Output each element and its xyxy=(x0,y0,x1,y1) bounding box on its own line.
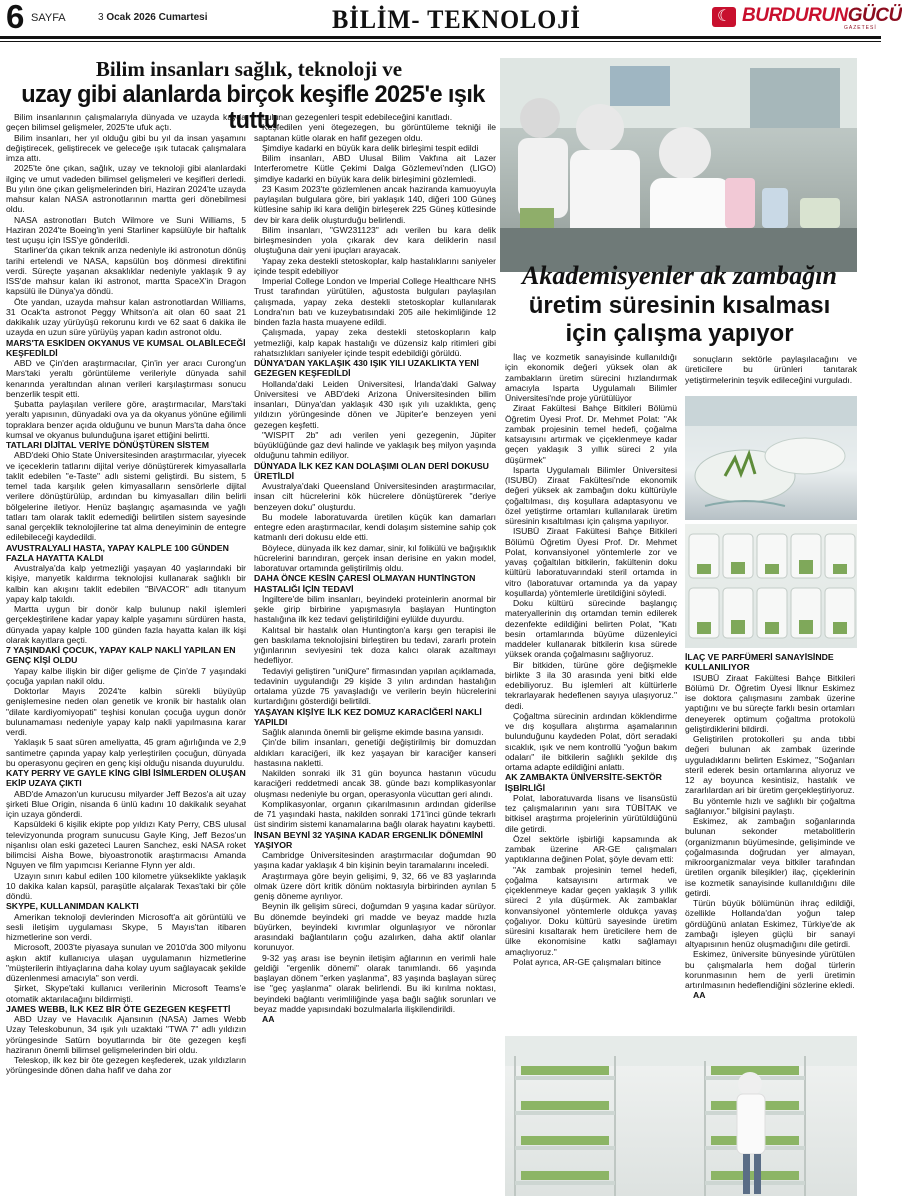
subheading: TATLARI DİJİTAL VERİYE DÖNÜŞTÜREN SİSTEM xyxy=(6,440,210,450)
lab-researchers-photo xyxy=(500,58,857,272)
date-month: Ocak xyxy=(106,12,131,23)
paragraph: Yapay kalbe ilişkin bir diğer gelişme de Çin'de 7 yaşındaki çocuğa yapılan nakil oldu. xyxy=(6,665,246,686)
paragraph: Kapsüldeki 6 kişilik ekipte pop yıldızı Katy Perry, CBS ulusal televizyonunda program sunucusu Gayle King, Jeff Bezos'un nişanlısı olan eski gazeteci Lauren Sanchez, eski NASA roket bilimcisi Aisha Bowe, biyoastronotik araştırmacısı Amanda Nguyen ve film yapımcısı Kerianne Flynn yer aldı. xyxy=(6,819,246,871)
logo-name: BURDURUNGÜCÜ xyxy=(742,5,902,26)
paragraph: Geliştirilen protokolleri şu anda tıbbi değeri bulunan ak zambak üzerinde uyguladıklarını belirten Eskimez, "Soğanları steril ederek besin ortamlarına alıyoruz ve 12 ay boyunca kesintisiz, hastalık ve zararlılardan ari bir üretim gerçekleştiriyoruz. xyxy=(685,734,855,796)
paragraph: Martta uygun bir donör kalp bulunup nakil işlemleri gerçekleştirilene kadar yapay kalple yaşamını sürdüren hasta, dünyada yapay kalple 100 günden fazla hayatta kalan ilk kişi olarak kayıtlara geçti. xyxy=(6,604,246,645)
paragraph: Starliner'da çıkan teknik arıza nedeniyle iki astronotun dönüş tarihi ertelendi ve NASA, kapsülün boş dönmesi direktifini verdi. Süreçte yaşanan aksaklıklar nedeniyle yaklaşık 9 ay ISS'de mahsur kalan iki astronot, martta SpaceX'in Dragon kapsülü ile Dünya'ya döndü. xyxy=(6,245,246,297)
paragraph: Beynin ilk gelişim süreci, doğumdan 9 yaşına kadar sürüyor. Bu dönemde beyindeki gri madde ve beyaz madde hızla büyürken, beyindeki kıvrımlar olgunlaşıyor ve nöronlar arasındaki bağlantıların çoğu azalırken, daha aktif olanlar korunuyor. xyxy=(254,901,496,953)
article2-column-2 xyxy=(685,652,855,1036)
paragraph: Şirket, Skype'taki kullanıcı verilerinin Microsoft Teams'e otomatik aktarılacağını bildirmişti. xyxy=(6,983,246,1004)
subheading: JAMES WEBB, İLK KEZ BİR ÖTE GEZEGEN KEŞFETTİ xyxy=(6,1003,231,1014)
paragraph: Bir bitkiden, türüne göre değişmekle birlikte 3 ila 30 arasında yeni bitki elde edebiliyoruz. Bu işlemleri alt kültürlerle tekrarlayarak hedeflenen sayıya ulaşıyoruz." dedi. xyxy=(505,659,677,711)
paragraph: Bilim insanları, "GW231123" adı verilen bu kara delik birleşmesinden yola çıkarak dev kara deliklerin nasıl oluştuğuna dair yeni ipuçları arayacak. xyxy=(254,224,496,256)
subheading: İNSAN BEYNİ 32 YAŞINA KADAR ERGENLİK DÖNEMİNİ YAŞIYOR xyxy=(254,829,483,850)
paragraph: Bu yöntemle hızlı ve sağlıklı bir çoğaltma sağlanıyor." bilgisini paylaştı. xyxy=(685,795,855,816)
paragraph: sonuçların sektörle paylaşılacağını ve üreticilere bu ürünleri tanıtarak yetiştirmelerinin teşvik edileceğini vurguladı. xyxy=(685,354,857,385)
flag-icon xyxy=(712,7,736,27)
paragraph: Teleskop, ilk kez bir öte gezegen keşfederek, uzak yıldızların yörüngesinde dönen daha hafif ve daha zor xyxy=(6,1055,246,1076)
paragraph: ABD'de Amazon'un kurucusu milyarder Jeff Bezos'a ait uzay şirketi Blue Origin, nisanda 6 ünlü kadını 10 dakikalık seyahat için uzaya gönderdi. xyxy=(6,788,246,819)
paragraph: ISUBÜ Ziraat Fakültesi Bahçe Bitkileri Bölümü Dr. Öğretim Üyesi İlknur Eskimez ise doktora çalışmasını zambak üzerine yaptığını ve bu süreçte farklı besin ortamları deneyerek optimum çoğaltma protokolü geliştirdiklerini bildirdi. xyxy=(685,672,855,734)
paragraph: Cambridge Üniversitesinden araştırmacılar doğumdan 90 yaşına kadar yaklaşık 4 bin kişinin beyin taramalarını inceledi. xyxy=(254,850,496,871)
subheading: AK ZAMBAKTA ÜNİVERSİTE-SEKTÖR İŞBİRLİĞİ xyxy=(505,772,662,793)
date-rest: 2026 Cumartesi xyxy=(133,12,208,23)
date-day: 3 xyxy=(98,12,104,23)
paragraph: Öte yandan, uzayda mahsur kalan astronotlardan Williams, 31 Ocak'ta astronot Peggy Whitson'a ait olan 60 saat 21 dakikalık uzay yürüyüşü rekorunu kırdı ve 62 saat 6 dakika ile uzayda en uzun süre yürüyüş yapan kadın astronot oldu. xyxy=(6,296,246,338)
paragraph: ABD'deki Ohio State Üniversitesinden araştırmacılar, yiyecek ve içeceklerin tatlarını dijital veriye dönüştürerek kimyasallarla taklit edebilen "e-Taste" adlı sistemi geliştirdi. Bu sistem, 5 temel tada karşılık gelen kimyasalların sensörlerle dijital verilere dönüştürülüp, ardından bu kimyasalları dilin belirli bölgelerine iletiyor. Henüz başlangıç aşamasında ve yağlı tatları tam olarak taklit edemediği belirtilen sistem sayesinde sanal gerçeklik teknolojilerine tat alma deneyiminin de entegre edilebileceği kaydedildi. xyxy=(6,450,246,543)
paragraph: NASA astronotları Butch Wilmore ve Suni Williams, 5 Haziran 2024'te Boeing'in yeni Starliner kapsülüyle bir haftalık test uçuşu için ISS'ye gönderildi. xyxy=(6,214,246,245)
section-title: BİLİM- TEKNOLOJİ xyxy=(332,5,581,34)
paragraph: Microsoft, 2003'te piyasaya sunulan ve 2010'da 300 milyonu aşkın aktif kullanıcıya ulaşan uygulamanın hizmetlerine "müşterilerin ihtiyaçlarına daha kolay uyum sağlayacak şekilde düzenlenmesi amacıyla" son verdi. xyxy=(6,942,246,983)
paragraph: Kalıtsal bir hastalık olan Huntington'a karşı gen terapisi ile gen baskılama teknolojisini birleştiren bu tedavi, zararlı protein yığınlarının seviyesini tek doza kalıcı olarak azaltmayı hedefliyor. xyxy=(254,624,496,666)
subheading: MARS'TA ESKİDEN OKYANUS VE KUMSAL OLABİLECEĞİ KEŞFEDİLDİ xyxy=(6,337,246,358)
paragraph: Yapay zeka destekli stetoskoplar, kalp hastalıklarını saniyeler içinde tespit edebiliyor xyxy=(254,255,496,276)
paragraph: Özel sektörle işbirliği kapsamında ak zambak üzerine AR-GE çalışmaları yaptıklarına değinen Polat, şöyle devam etti: xyxy=(505,833,677,865)
page-header xyxy=(0,0,902,36)
paragraph: "WISPIT 2b" adı verilen yeni gezegenin, Jüpiter büyüklüğünde gaz devi halinde ve yaklaşık beş milyon yaşında olduğunu tahmin ediliyor. xyxy=(254,429,496,461)
agency-signature: AA xyxy=(693,990,706,1001)
paragraph: 9-32 yaş arası ise beynin iletişim ağlarının en verimli hale geldiği "ergenlik dönemi" olarak tanımlandı. 66 yaşında başlayan dönem "erken yaşlanma", 83 yaşında başlayan süreç ise "geç yaşlanma" olarak belirlendi. Bu iki kırılma noktası, beyindeki bağlantı verimliliğinde yaşa bağlı sağlık sorunları ve beyaz madde yapısındaki bozulmalarla ilişkilendirildi. xyxy=(254,952,496,1014)
subheading: AVUSTRALYALI HASTA, YAPAY KALPLE 100 GÜNDEN FAZLA HAYATTA KALDI xyxy=(6,542,229,563)
paragraph: Isparta Uygulamalı Bilimler Üniversitesi (ISUBÜ) Ziraat Fakültesi'nde ekonomik değeri yüksek ak zambağın doku kültürüyle çoğaltılması, dış koşullara adaptasyonu ve özel yetiştirme ortamları kullanılarak üretim süresinin kısaltılması için çalışma yapılıyor. xyxy=(505,464,677,526)
paragraph: 2025'te öne çıkan, sağlık, uzay ve teknoloji gibi alanlardaki ilginç ve umut vadeden bilimsel gelişmeleri ve keşifleri derledi. Bu yılın öne çıkan gelişmelerinden biri, Haziran 2024'te uzayda mahsur kalan NASA astronotlarının martta geri dönebilmesi oldu. xyxy=(6,163,246,215)
paragraph: Imperial College London ve Imperial College Healthcare NHS Trust tarafından yürütülen, ağustosta bulguları paylaşılan çalışmada, yapay zeka destekli stetoskoplar kullanılarak Londra'nın batı ve kuzeybatısındaki 205 aile hekimliğinde 12 binden fazla hasta muayene edildi. xyxy=(254,276,496,327)
article2-column-2-top xyxy=(685,354,857,394)
paragraph: Uzayın sınırı kabul edilen 100 kilometre yükseklikte yaklaşık 10 dakika kalan kapsül, paraşütle alçalarak Texas'taki bir çöle döndü. xyxy=(6,870,246,901)
subheading: DÜNYA'DAN YAKLAŞIK 430 IŞIK YILI UZAKLIKTA YENİ GEZEGEN KEŞFEDİLDİ xyxy=(254,358,479,379)
logo-subtitle: GAZETESİ xyxy=(844,25,877,31)
paragraph: İlaç ve kozmetik sanayisinde kullanıldığı için ekonomik değeri yüksek olan ak zambakların üretim sürecini hızlandırmak amacıyla Isparta Uygulamalı Bilimler Üniversitesi'nde proje yürütülüyor xyxy=(505,352,677,403)
paragraph: Bilim insanlarının çalışmalarıyla dünyada ve uzayda kayda geçen bilimsel gelişmeler, 2025'te ufuk açtı. xyxy=(6,112,246,133)
issue-date xyxy=(98,12,208,23)
paragraph: Ziraat Fakültesi Bahçe Bitkileri Bölümü Öğretim Üyesi Prof. Dr. Mehmet Polat: "Ak zambak projesinin temel hedefi, çoğalma katsayısını artırmak ve çiçeklenmeye kadar geçen yaklaşık 3 yıllık süreci 2 yıla düşürmek" xyxy=(505,403,677,465)
article2-headline-line2: üretim süresinin kısalması için çalışma yapıyor xyxy=(528,292,831,347)
paragraph: Amerikan teknoloji devlerinden Microsoft'a ait görüntülü ve sesli iletişim uygulaması Skype, 5 Mayıs'tan itibaren hizmetlerine son verdi. xyxy=(6,911,246,942)
paragraph: Polat, laboratuvarda lisans ve lisansüstü tez çalışmalarının yanı sıra TÜBİTAK ve bitkisel araştırma projelerinin yürütüldüğünü dile getirdi. xyxy=(505,792,677,834)
article1-column-1 xyxy=(6,112,246,1198)
subheading: İLAÇ VE PARFÜMERİ SANAYİSİNDE KULLANILIYOR xyxy=(685,652,834,673)
paragraph: Çin'de bilim insanları, genetiği değiştirilmiş bir domuzdan aldıkları karaciğeri, ilk kez yaşayan bir karaciğer kanseri hastasına nakletti. xyxy=(254,737,496,768)
paragraph: Keşfedilen yeni ötegezegen, bu görüntüleme tekniği ile saptanan kütle olarak en hafif gezegen oldu. xyxy=(254,122,496,143)
newspaper-logo[interactable] xyxy=(712,3,902,31)
agency-signature: AA xyxy=(262,1014,275,1024)
paragraph: Hollanda'daki Leiden Üniversitesi, İrlanda'daki Galway Üniversitesi ve ABD'deki Arizona Üniversitesinden bilim insanları, Dünya'dan yaklaşık 430 ışık yılı uzaklıkta, genç yıldızın yörüngesinde dönen ve Jüpiter'e benzeyen yeni gezegen keşfetti. xyxy=(254,378,496,430)
paragraph: İngiltere'de bilim insanları, beyindeki proteinlerin anormal bir şekle girip birbirine yapışmasıyla başlayan Huntington hastalığına ilk kez tedavi geliştirildiğini eylülde duyurdu. xyxy=(254,593,496,625)
article2-column-1 xyxy=(505,352,677,1032)
page-label: SAYFA xyxy=(31,12,66,24)
article2-headline-line1: Akademisyenler ak zambağın xyxy=(522,261,837,290)
paragraph: Komplikasyonlar, organın çıkarılmasının ardından giderilse de 71 yaşındaki hasta, nakilden sonraki 171'inci günde tekrarlı üst sindirim sistemi kanamalarına bağlı olarak hayatını kaybetti. xyxy=(254,798,496,830)
subheading: YAŞAYAN KİŞİYE İLK KEZ DOMUZ KARACİĞERİ NAKLİ YAPILDI xyxy=(254,706,482,727)
paragraph: Bilim insanları, her yıl olduğu gibi bu yıl da insan yaşamını değiştirecek, geliştirecek ve geleceğe ışık tutacak çalışmalara imza attı. xyxy=(6,132,246,163)
paragraph: Çoğaltma sürecinin ardından köklendirme ve dış koşullara alıştırma aşamalarının bulunduğunu kaydeden Polat, dört seradaki sıcaklık, ışık ve nem kontrollü "yoğun bakım odaları" ile bitkilerin sağlıklı şekilde dış ortama adapte edildiğini anlattı. xyxy=(505,710,677,772)
paragraph: Çalışmada, yapay zeka destekli stetoskopların kalp yetmezliği, kalp kapak hastalığı ve düzensiz kalp ritimleri gibi rahatsızlıkları saniyeler içinde tespit edebildiği görüldü. xyxy=(254,327,496,358)
paragraph: Araştırmaya göre beyin gelişimi, 9, 32, 66 ve 83 yaşlarında olmak üzere dört kritik dönüm noktasıyla birbirinden ayrılan 5 geniş döneme ayrılıyor. xyxy=(254,870,496,901)
paragraph: Bilim insanları, ABD Ulusal Bilim Vakfına ait Lazer Interferometre Kütle Çekimi Dalga Gözlemevi'nden (LIGO) şimdiye kadarki en büyük kara delik birleşimini gözlemledi. xyxy=(254,153,496,184)
growth-room-photo xyxy=(505,1036,857,1196)
paragraph: Tedaviyi geliştiren "uniQure" firmasından yapılan açıklamada, tedavinin uygulandığı 29 kişide 3 yılın ardından hastalığın ortalama yüzde 75 yavaşladığı ve verilerin beyin hücrelerini kurtardığını gösterdiği belirtildi. xyxy=(254,665,496,707)
paragraph: 23 Kasım 2023'te gözlemlenen ancak haziranda kamuoyuyla paylaşılan bulgulara göre, biri yaklaşık 140, diğeri 100 Güneş kütlesine sahip iki kara deliğin birleşerek 225 Güneş kütlesinde dev bir kara delik oluşturduğu belirlendi. xyxy=(254,183,496,225)
paragraph: Eskimez, üniversite bünyesinde yürütülen bu çalışmalarla hem doğal türlerin korunmasının hem de yerli üretimin artırılmasının hedeflendiğini sözlerine ekledi. xyxy=(685,949,855,990)
paragraph: "Ak zambak projesinin temel hedefi, çoğalma katsayısını artırmak ve çiçeklenmeye kadar geçen yaklaşık 3 yıllık süreci 2 yıla düşürmek. Ak zambaklar konvansiyonel yöntemlerle oldukça yavaş çoğalıyor. Doku kültürü sayesinde üretim süresini kısaltarak hem üreticilere hem de ülke ekonomisine katkı sağlamayı amaçlıyoruz." xyxy=(505,864,677,957)
article1-headline-line1: Bilim insanları sağlık, teknoloji ve xyxy=(95,57,403,81)
paragraph: Polat ayrıca, AR-GE çalışmaları bitince xyxy=(513,956,662,967)
subheading: KATY PERRY VE GAYLE KİNG GİBİ İSİMLERDEN OLUŞAN EKİP UZAYA ÇIKTI xyxy=(6,768,246,789)
header-rule-thin xyxy=(0,41,881,42)
subheading: DAHA ÖNCE KESİN ÇARESİ OLMAYAN HUNTİNGTON HASTALIĞI İÇİN TEDAVİ xyxy=(254,573,476,594)
paragraph: ISUBÜ Ziraat Fakültesi Bahçe Bitkileri Bölümü Öğretim Üyesi Prof. Dr. Mehmet Polat, konvansiyonel yöntemlerle zor ve yavaş çoğaltılan bitkilerin, fakültenin doku kültürü laboratuvarındaki steril ortamda in vitro (laboratuvar ortamında ya da yapay koşullarda) yöntemlerle üretildiğini söyledi. xyxy=(505,526,677,598)
paragraph: ABD Uzay ve Havacılık Ajansının (NASA) James Webb Uzay Teleskobunun, 34 ışık yılı uzaktaki "TWA 7" adlı yıldızın yörüngesinde Satürn boyutlarında bir öte gezegen keşfi haziranın önemli bilimsel gelişmelerinden biri oldu. xyxy=(6,1014,246,1055)
paragraph: Avustralya'da kalp yetmezliği yaşayan 40 yaşlarındaki bir kişiye, manyetik kaldırma teknolojisi kullanarak sağlıklı bir kalbin kan akışını taklit edebilen "BiVACOR" adlı titanyum yapay kalp takıldı. xyxy=(6,563,246,604)
paragraph: Yaklaşık 5 saat süren ameliyatta, 45 gram ağırlığında ve 2,9 santimetre çapında yapay kalp yerleştirilen çocuğun, dünyada bu operasyonu geçiren en genç kişi olduğu nisanda duyuruldu. xyxy=(6,737,246,768)
paragraph: Böylece, dünyada ilk kez damar, sinir, kıl folikülü ve bağışıklık hücrelerini barındıran, gerçek insan derisine en yakın model, laboratuvar ortamında geliştirilmiş oldu. xyxy=(254,542,496,573)
culture-jars-photo xyxy=(685,524,857,648)
paragraph: Eskimez, ak zambağın soğanlarında bulunan sekonder metabolitlerin (organizmanın büyümesinde, gelişiminde ve çoğalmasında doğrudan yer almayan, mikroorganizmalar veya bitkiler tarafından üretilen organik bileşikler) ilaç, çiçeklerinin ise kozmetik sanayisinde kullanıldığını dile getirdi. xyxy=(685,816,855,898)
article1-column-2 xyxy=(254,112,496,1198)
paragraph: Doktorlar Mayıs 2024'te kalbin sürekli büyüyüp genişlemesine neden olan genetik ve kronik bir hastalık olan "dilate kardiyomiyopati" teşhisi konulan çocuğa uygun donör bulunamaması nedeniyle yapay kalp nakli yapılmasına karar verdi. xyxy=(6,686,246,737)
paragraph: Sağlık alanında önemli bir gelişme ekimde basına yansıdı. xyxy=(262,727,484,737)
paragraph: Şubatta paylaşılan verilere göre, araştırmacılar, Mars'taki yeraltı yapısının, dünyadaki ova ya da okyanus yönüne eğilimli topraklara benzer açıda olduğunu ve bunun Mars'ta daha önce kumsal ve okyanus bulunduğuna işaret ettiğini belirtti. xyxy=(6,399,246,440)
subheading: SKYPE, KULLANIMDAN KALKTI xyxy=(6,901,139,912)
subheading: 7 YAŞINDAKİ ÇOCUK, YAPAY KALP NAKLİ YAPILAN EN GENÇ KİŞİ OLDU xyxy=(6,645,236,666)
paragraph: bulunan gezegenleri tespit edebileceğini kanıtladı. xyxy=(262,112,453,122)
paragraph: Avustralya'daki Queensland Üniversitesinden araştırmacılar, insan cilt hücrelerini kök hücrelere dönüştürerek "deriye benzeyen doku" oluşturdu. xyxy=(254,481,496,512)
header-rule xyxy=(0,36,881,39)
paragraph: Doku kültürü sürecinde başlangıç materyallerinin dış ortamdan temin edilerek dezenfekte edildiğini belirten Polat, "Katı besin ortamlarında büyüme düzenleyici maddeler kullanarak bitkilerin kısa sürede yüksek oranda çoğalmasını sağlıyoruz. xyxy=(505,598,677,660)
paragraph: Şimdiye kadarki en büyük kara delik birleşimi tespit edildi xyxy=(262,142,479,153)
paragraph: Türün büyük bölümünün ihraç edildiği, özellikle Hollanda'dan yoğun talep gördüğünü anlatan Eskimez, Türkiye'de ak zambağı işleyen güçlü bir sanayi altyapısının henüz oluşmadığını dile getirdi. xyxy=(685,898,855,949)
page-number: 6 xyxy=(6,0,24,35)
article1-headline-line2: uzay gibi alanlarda birçok keşifle 2025'e ışık tuttu xyxy=(21,81,485,134)
tissue-culture-photo xyxy=(685,396,857,520)
subheading: DÜNYADA İLK KEZ KAN DOLAŞIMI OLAN DERİ DOKUSU ÜRETİLDİ xyxy=(254,460,489,481)
paragraph: ABD ve Çin'den araştırmacılar, Çin'in yer aracı Curong'un Mars'taki yeraltı görüntüleme verileriyle dünyada sahil kenarında yeraltından alınan verileri karşılaştırması sonucu benzerlik tespit etti. xyxy=(6,358,246,399)
paragraph: Nakilden sonraki ilk 31 gün boyunca hastanın vücudu karaciğeri reddetmedi ancak 38. günde bazı komplikasyonlar oluşması nedeniyle bu organ, operasyonla vücuttan geri alındı. xyxy=(254,768,496,799)
paragraph: Bu modele laboratuvarda üretilen küçük kan damarları entegre eden araştırmacılar, kendi dolaşım sistemine sahip çok katmanlı deri dokusu elde etti. xyxy=(254,511,496,543)
